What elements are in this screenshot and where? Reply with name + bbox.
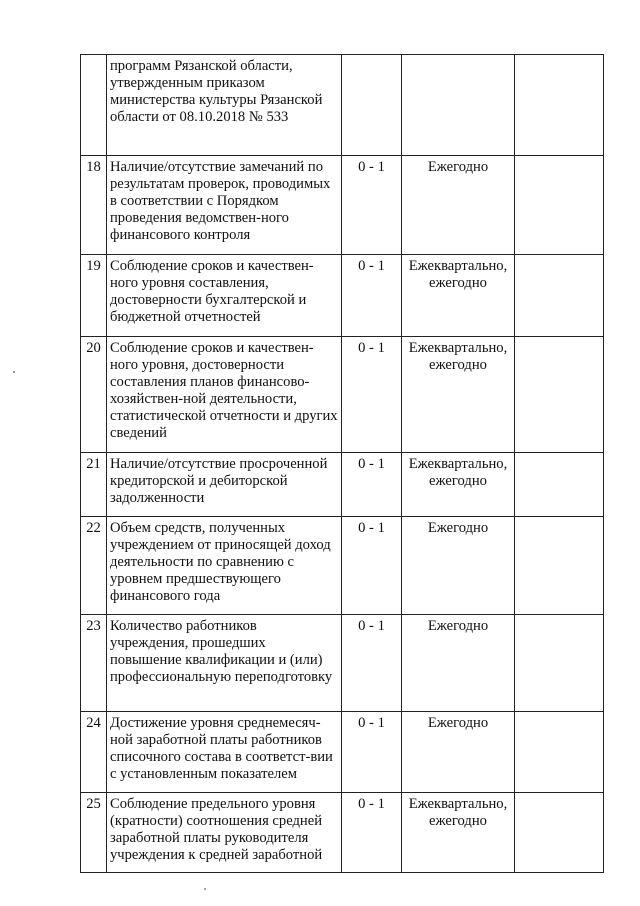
table-row (81, 156, 604, 255)
criterion-text: Достижение уровня среднемесяч-ной заработной платы работников списочного состава в соответст-вии с установленным показателем (107, 712, 342, 793)
row-number: 22 (81, 517, 107, 615)
scan-speck (204, 888, 206, 890)
score-range: 0 - 1 (342, 453, 402, 517)
criterion-text: Соблюдение сроков и качествен-ного уровня составления, достоверности бухгалтерской и бюджетной отчетностей (107, 255, 342, 337)
evaluation-period: Ежеквартально, ежегодно (402, 453, 515, 517)
criterion-text: Наличие/отсутствие замечаний по результатам проверок, проводимых в соответствии с Порядком проведения ведомствен-ного финансового контроля (107, 156, 342, 255)
row-number (81, 55, 107, 156)
criterion-text: Количество работников учреждения, прошедших повышение квалификации и (или) профессиональную переподготовку (107, 615, 342, 712)
table-row (81, 55, 604, 156)
criterion-text: программ Рязанской области, утвержденным приказом министерства культуры Рязанской области от 08.10.2018 № 533 (107, 55, 342, 156)
evaluation-period: Ежегодно (402, 712, 515, 793)
row-number: 23 (81, 615, 107, 712)
evaluation-period: Ежеквартально, ежегодно (402, 793, 515, 873)
score-range: 0 - 1 (342, 156, 402, 255)
evaluation-period: Ежегодно (402, 156, 515, 255)
criteria-table (80, 54, 604, 873)
row-number: 18 (81, 156, 107, 255)
table-row (81, 255, 604, 337)
row-number: 20 (81, 337, 107, 453)
table-row (81, 712, 604, 793)
evaluation-period: Ежегодно (402, 517, 515, 615)
empty-cell (515, 337, 604, 453)
evaluation-period: Ежеквартально, ежегодно (402, 255, 515, 337)
evaluation-period: Ежегодно (402, 615, 515, 712)
row-number: 25 (81, 793, 107, 873)
table-row (81, 793, 604, 873)
criterion-text: Соблюдение сроков и качествен-ного уровня, достоверности составления планов финансово-хозяйствен-ной деятельности, статистической отчетности и других сведений (107, 337, 342, 453)
row-number: 21 (81, 453, 107, 517)
empty-cell (515, 615, 604, 712)
score-range: 0 - 1 (342, 615, 402, 712)
table-row (81, 517, 604, 615)
table-row (81, 453, 604, 517)
empty-cell (515, 55, 604, 156)
score-range: 0 - 1 (342, 793, 402, 873)
empty-cell (515, 793, 604, 873)
row-number: 24 (81, 712, 107, 793)
score-range: 0 - 1 (342, 712, 402, 793)
score-range: 0 - 1 (342, 337, 402, 453)
score-range (342, 55, 402, 156)
empty-cell (515, 712, 604, 793)
criterion-text: Соблюдение предельного уровня (кратности) соотношения средней заработной платы руководителя учреждения к средней заработной (107, 793, 342, 873)
scan-speck (13, 371, 15, 373)
table-row (81, 337, 604, 453)
criterion-text: Объем средств, полученных учреждением от приносящей доход деятельности по сравнению с уровнем предшествующего финансового года (107, 517, 342, 615)
evaluation-period (402, 55, 515, 156)
table-row (81, 615, 604, 712)
criterion-text: Наличие/отсутствие просроченной кредиторской и дебиторской задолженности (107, 453, 342, 517)
empty-cell (515, 156, 604, 255)
empty-cell (515, 517, 604, 615)
score-range: 0 - 1 (342, 255, 402, 337)
empty-cell (515, 453, 604, 517)
evaluation-period: Ежеквартально, ежегодно (402, 337, 515, 453)
score-range: 0 - 1 (342, 517, 402, 615)
empty-cell (515, 255, 604, 337)
row-number: 19 (81, 255, 107, 337)
